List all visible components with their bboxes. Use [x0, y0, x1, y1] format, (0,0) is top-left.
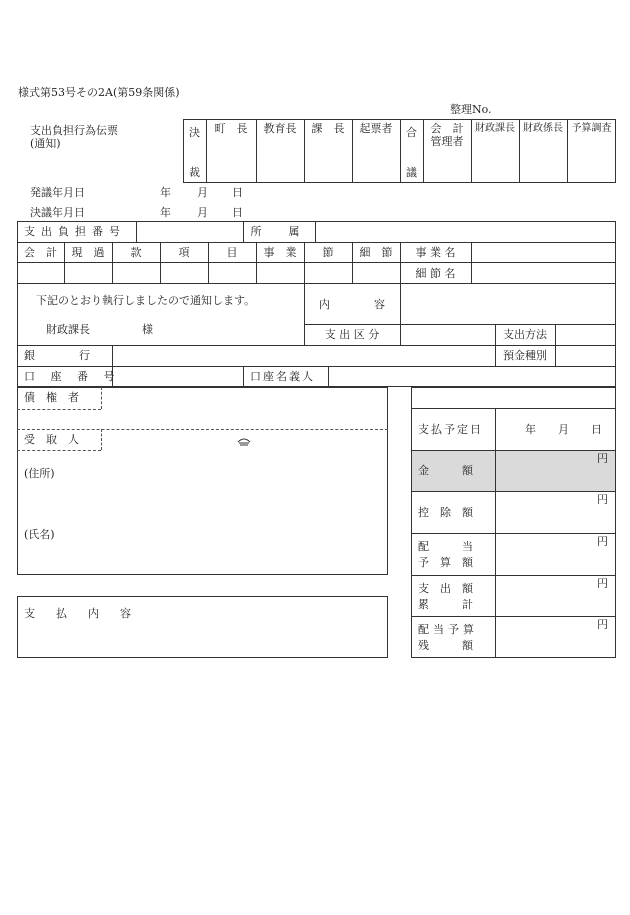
ketsugi-day: 日 — [232, 206, 243, 219]
form-subtitle: (通知) — [30, 137, 61, 150]
shimei-label: (氏名) — [24, 528, 55, 541]
jigyomei-label: 事 業 名 — [415, 246, 456, 259]
futan-no-label: 支出負担番号 — [24, 225, 126, 238]
seal-mark-icon — [237, 437, 251, 447]
yotei-label: 支払予定日 — [418, 423, 483, 436]
kessai-label-2: 裁 — [189, 166, 200, 179]
form-title: 支出負担行為伝票 — [30, 124, 118, 137]
stamp-kyoikucho: 教育長 — [263, 122, 297, 135]
haito-yosan-label-2: 予 算 額 — [418, 556, 473, 569]
stamp-cho: 町 長 — [214, 122, 248, 135]
aigi-label: 合 — [406, 126, 417, 139]
setsu-label: 節 — [322, 246, 334, 259]
ketsugi-label: 決議年月日 — [30, 206, 85, 219]
yotei-date: 年 月 日 — [525, 423, 602, 436]
sama-label: 様 — [142, 323, 153, 336]
kou-label: 項 — [178, 246, 190, 259]
stamp-yosanchosa: 予算調査 — [571, 123, 612, 134]
addressee-label: 財政課長 — [46, 323, 90, 336]
stamp-kacho: 課 長 — [311, 122, 345, 135]
kaikei-label: 会 計 — [24, 246, 57, 259]
koujo-yen: 円 — [597, 493, 608, 506]
meigi-label: 口座名義人 — [250, 370, 315, 383]
zangaku-label-2: 残 額 — [418, 639, 473, 652]
shozoku-label: 所 属 — [250, 225, 308, 238]
hatsugi-day: 日 — [232, 186, 243, 199]
stamp-kaikei: 会 計 — [430, 122, 464, 135]
kingaku-yen: 円 — [597, 452, 608, 465]
zangaku-label-1: 配当予算 — [418, 623, 478, 636]
payment-content-box — [17, 596, 388, 658]
ginko-label: 銀 行 — [24, 349, 90, 362]
naiyo-label: 内 容 — [319, 298, 385, 311]
moku-label: 目 — [226, 246, 238, 259]
stamp-kihyosha: 起票者 — [359, 122, 393, 135]
hatsugi-month: 月 — [197, 186, 208, 199]
haito-yosan-label-1: 配 当 — [418, 540, 473, 553]
koza-no-label: 口 座 番 号 — [24, 370, 121, 383]
uketori-label: 受 取 人 — [24, 433, 79, 446]
ruikei-label-1: 支 出 額 — [418, 582, 473, 595]
stamp-kanrisha: 管理者 — [430, 135, 464, 148]
aigi-label-2: 議 — [406, 166, 417, 179]
stamp-zaiseikacho: 財政課長 — [475, 123, 515, 134]
zangaku-yen: 円 — [597, 618, 608, 631]
ruikei-yen: 円 — [597, 577, 608, 590]
form-number: 様式第53号その2A(第59条関係) — [18, 86, 180, 99]
jigyo-label: 事 業 — [263, 246, 297, 259]
notice-text: 下記のとおり執行しましたので通知します。 — [36, 294, 256, 307]
saikensha-label: 債 権 者 — [24, 391, 79, 404]
jusho-label: (住所) — [24, 467, 55, 480]
yokin-label: 預金種別 — [503, 349, 547, 362]
hatsugi-year: 年 — [160, 186, 171, 199]
kan-label: 款 — [130, 246, 142, 259]
kessai-label: 決 — [189, 126, 200, 139]
kubun-label: 支 出 区 分 — [324, 328, 380, 341]
hatsugi-label: 発議年月日 — [30, 186, 85, 199]
ketsugi-month: 月 — [197, 206, 208, 219]
saisetsumei-label: 細 節 名 — [415, 267, 456, 280]
stamp-zaiseikakaricho: 財政係長 — [523, 123, 563, 134]
genka-label: 現 過 — [71, 246, 105, 259]
ketsugi-year: 年 — [160, 206, 171, 219]
haito-yosan-yen: 円 — [597, 535, 608, 548]
koujo-label: 控 除 額 — [418, 506, 473, 519]
kingaku-label: 金 額 — [418, 464, 473, 477]
seiri-no-label: 整理No. — [450, 103, 492, 116]
saisetsu-label: 細 節 — [359, 246, 393, 259]
ruikei-label-2: 累 計 — [418, 598, 473, 611]
payment-content-label: 支 払 内 容 — [24, 607, 136, 620]
houhou-label: 支出方法 — [503, 328, 547, 341]
payee-box — [17, 387, 388, 575]
